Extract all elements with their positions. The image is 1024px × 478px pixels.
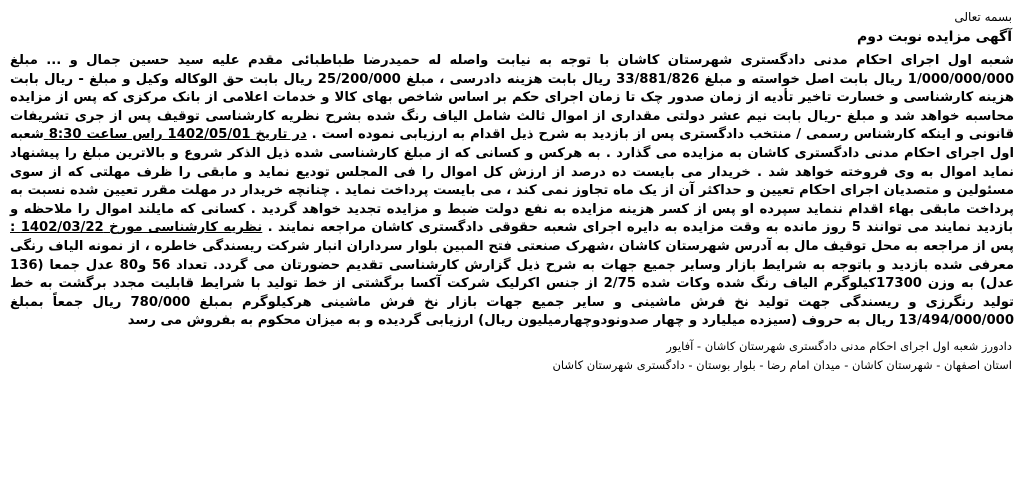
expert-opinion-heading: نظریه کارشناسی مورخ 1402/03/22 :: [10, 220, 263, 236]
auction-date-line: در تاریخ 1402/05/01 راس ساعت 8:30: [43, 127, 307, 143]
footer-address: استان اصفهان - شهرستان کاشان - میدان امام رضا - بلوار بوستان - دادگستری شهرستان کاشان: [552, 357, 1012, 372]
announcement-title: آگهی مزایده نوبت دوم: [856, 29, 1012, 45]
body-paragraph-opinion: پس از مراجعه به محل توقیف مال به آدرس شهرستان کاشان ،شهرک صنعتی فتح المبین بلوار سرداران انبار شرکت ریسندگی خاطره ، از نمونه الیاف رنگی معرفی شده بازدید و باتوجه به شرایط بازار وسایر جمیع جهات به شرح ذیل گزارش کارشناسی تقدیم حضورتان می گردد. تعداد 56 و80 عدل جمعا (136 عدل) به وزن 17300کیلوگرم الیاف رنگ شده وکات شده 2/75 از جنس اکرلیک شرکت آکسا برگشتی از خط تولید با شرایط قابلیت مجدد برگشت به خط تولید رنگرزی و ریسندگی جهت تولید نخ فرش ماشینی و سایر جمیع جهات بازار نخ فرش ماشینی هرکیلوگرم بمبلغ 780/000 ریال جمعاً بمبلغ 13/494/000/000 ریال به حروف (سیزده میلیارد و چهار صدونودوچهارمیلیون ریال) ارزیابی گردیده و به میزان محکوم به بفروش می رسد: [10, 238, 1014, 329]
announcement-body: [10, 52, 1014, 331]
body-paragraph-intro: شعبه اول اجرای احکام مدنی دادگستری شهرستان کاشان با توجه به نیابت واصله له حمیدرضا طباطبائی مقدم علیه سید حسین جمال و ... مبلغ 1/000/000/000 ریال بابت اصل خواسته و مبلغ 33/881/826 ریال بابت هزینه دادرسی ، مبلغ 25/200/000 ریال بابت حق الوکاله وکیل و مبلغ - ریال بابت هزینه کارشناسی و خسارت تاخیر تأدیه از زمان صدور چک تا زمان اجرای حکم بر اساس شاخص بهای کالا و خدمات اعلامی از بانک مرکزی که پس از مزایده محاسبه خواهد شد و مبلغ -ریال بابت نیم عشر دولتی مقداری از اموال ثالث شامل الیاف رنگ شده بشرح نظریه کارشناسی توقیف پس از جری تشریفات قانونی و اینکه کارشناس رسمی / منتخب دادگستری پس از بازدید به شرح ذیل اقدام به ارزیابی نموده است .: [10, 53, 1014, 143]
body-paragraph-terms: شعبه اول اجرای احکام مدنی دادگستری کاشان به مزایده می گذارد . به هرکس و کسانی که از مبلغ کارشناسی شده ذیل الذکر شروع و بالاترین مبلغ را پیشنهاد نماید اموال به وی فروخته خواهد شد . خریدار می بایست ده درصد از ارزش کل اموال را فی المجلس تودیع نماید و مابقی را ظرف مهلتی که از سوی مسئولین و متصدیان اجرای احکام تعیین و حداکثر آن از یک ماه تجاوز نمی کند ، می بایست پرداخت نماید . چنانچه خریدار در مهلت مقرر تعیین شده نسبت به پرداخت مابقی بهاء اقدام ننماید سپرده او پس از کسر هزینه مزایده به نفع دولت ضبط و مزایده تجدید خواهد گردید . کسانی که مایلند اموال را ملاحظه و بازدید نمایند می توانند 5 روز مانده به وقت مزایده به دایره اجرای شعبه حقوقی دادگستری کاشان مراجعه نمایند .: [10, 127, 1014, 236]
basmala-heading: بسمه تعالی: [954, 10, 1012, 24]
footer-signature: دادورز شعبه اول اجرای احکام مدنی دادگستری شهرستان کاشان - آفایور: [666, 338, 1012, 353]
announcement-footer: [10, 337, 1014, 375]
